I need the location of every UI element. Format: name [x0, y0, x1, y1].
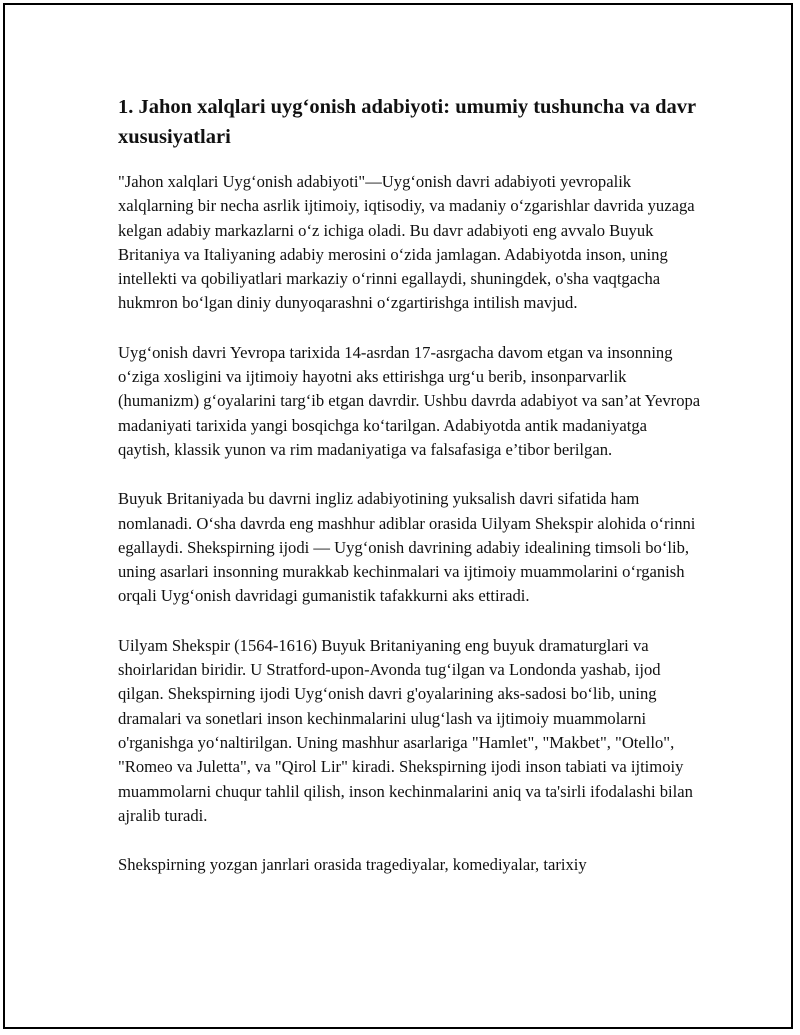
section-heading: 1. Jahon xalqlari uyg‘onish adabiyoti: umumiy tushuncha va davr xususiyatlari — [118, 96, 696, 148]
document-body — [118, 92, 703, 902]
paragraph-britain: Buyuk Britaniyada bu davrni ingliz adabiyotining yuksalish davri sifatida ham nomlanadi. O‘sha davrda eng mashhur adiblar orasida Uilyam Shekspir alohida o‘rinni egallaydi. Shekspirning ijodi — Uyg‘onish davrining adabiy idealining timsoli bo‘lib, uning asarlari insonning murakkab kechinmalari va ijtimoiy muammolarini o‘rganish orqali Uyg‘onish davridagi gumanistik tafakkurni aks ettiradi. — [118, 489, 696, 606]
paragraph-genres: Shekspirning yozgan janrlari orasida tragediyalar, komediyalar, tarixiy — [118, 855, 587, 875]
paragraph-renaissance-period: Uyg‘onish davri Yevropa tarixida 14-asrdan 17-asrgacha davom etgan va insonning o‘ziga xosligini va ijtimoiy hayotni aks ettirishga urg‘u berib, insonparvarlik (humanizm) g‘oyalarini targ‘ib etgan davrdir. Ushbu davrda adabiyot va san’at Yevropa madaniyati tarixida yangi bosqichga ko‘tarilgan. Adabiyotda antik madaniyatga qaytish, klassik yunon va rim madaniyatiga va falsafasiga e’tibor berilgan. — [118, 342, 701, 459]
paragraph-intro: "Jahon xalqlari Uyg‘onish adabiyoti"—Uyg‘onish davri adabiyoti yevropalik xalqlarning bir necha asrlik ijtimoiy, iqtisodiy, va madaniy o‘zgarishlar davrida yuzaga kelgan adabiy markazlarni o‘z ichiga oladi. Bu davr adabiyoti eng avvalo Buyuk Britaniya va Italiyaning adabiy merosini o‘zida jamlagan. Adabiyotda inson, uning intellekti va qobiliyatlari markaziy o‘rinni egallaydi, shuningdek, o'sha vaqtgacha hukmron bo‘lgan diniy dunyoqarashni o‘zgartirishga intilish mavjud. — [118, 172, 695, 313]
paragraph-shakespeare: Uilyam Shekspir (1564-1616) Buyuk Britaniyaning eng buyuk dramaturglari va shoirlaridan biridir. U Stratford-upon-Avonda tug‘ilgan va Londonda yashab, ijod qilgan. Shekspirning ijodi Uyg‘onish davri g'oyalarining aks-sadosi bo‘lib, uning dramalari va sonetlari inson kechinmalarini ulug‘lash va ijtimoiy muammolarni o'rganishga yo‘naltirilgan. Uning mashhur asarlariga "Hamlet", "Makbet", "Otello", "Romeo va Juletta", va "Qirol Lir" kiradi. Shekspirning ijodi inson tabiati va ijtimoiy muammolarni chuqur tahlil qilish, inson kechinmalarini aniq va ta'sirli ifodalashi bilan ajralib turadi. — [118, 635, 693, 825]
